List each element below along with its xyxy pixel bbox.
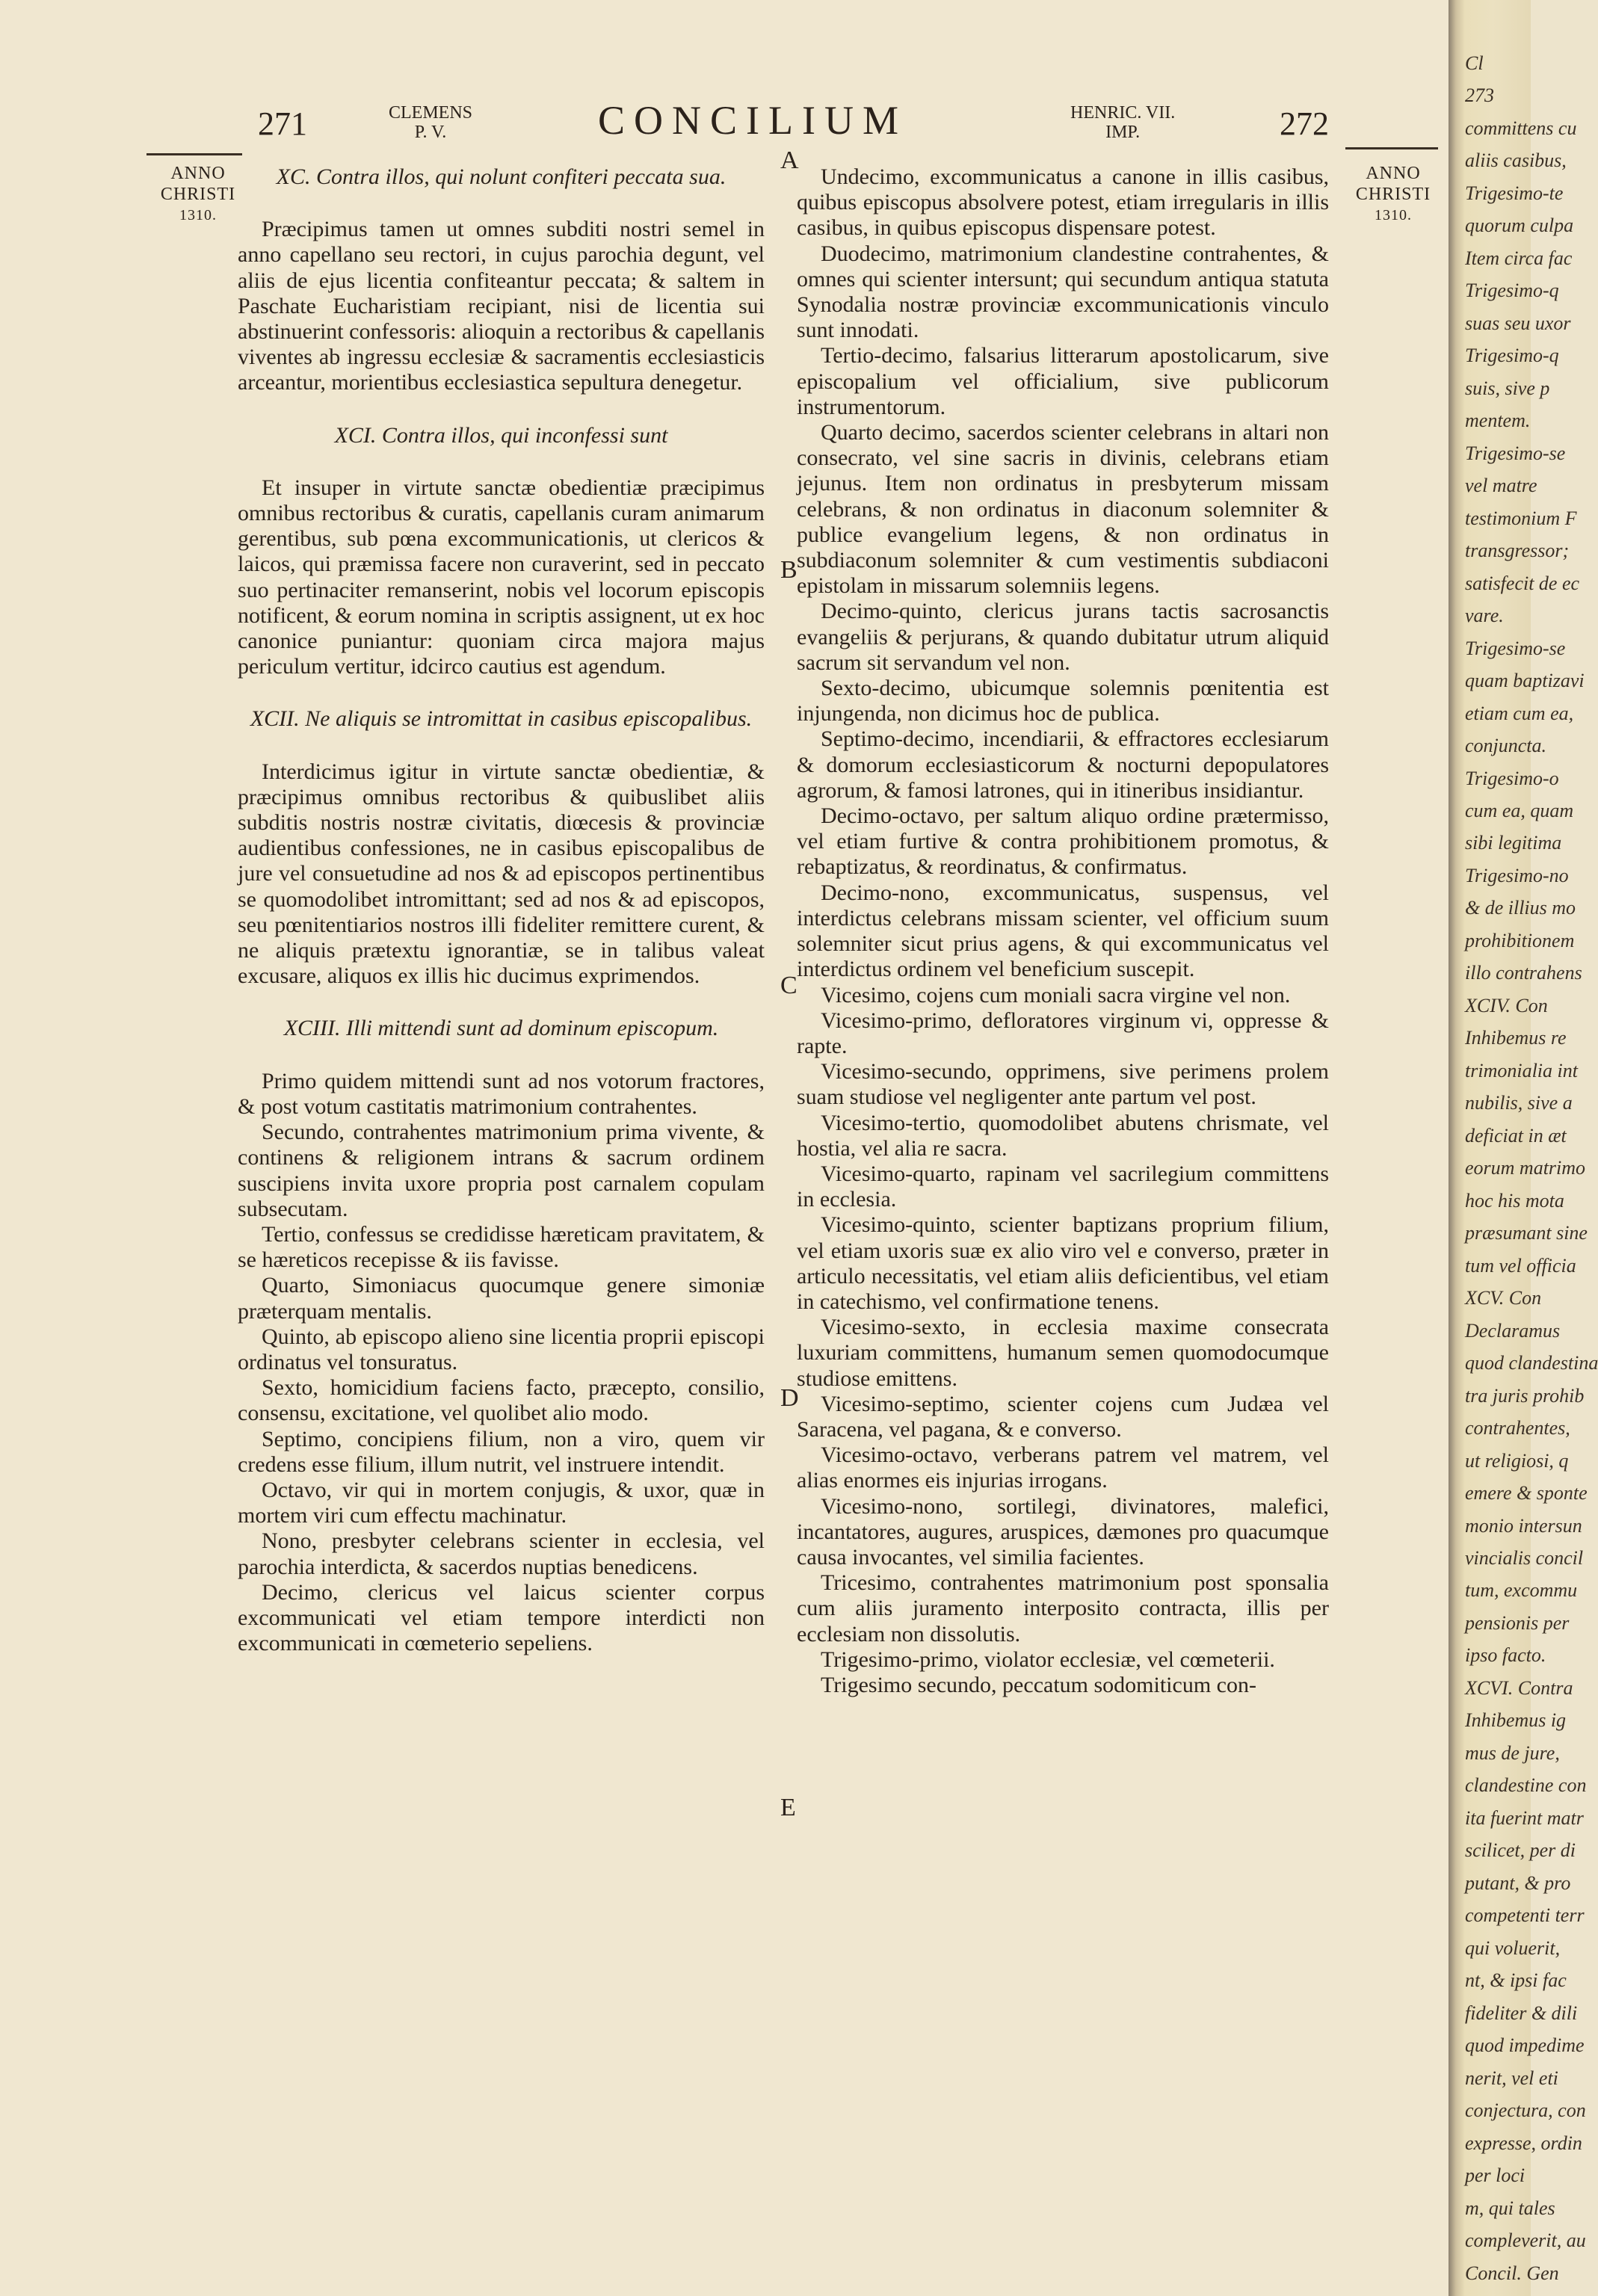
next-page-text-fragment: eorum matrimo <box>1465 1157 1586 1179</box>
next-page-text-fragment: emere & sponte <box>1465 1482 1588 1505</box>
paragraph: Tricesimo, contrahentes matrimonium post sponsalia cum aliis juramento interposito contracta, illis per ecclesiam non dissolutis. <box>797 1570 1329 1647</box>
next-page-text-fragment: ut religiosi, q <box>1465 1449 1569 1472</box>
margin-rule-left <box>146 153 242 155</box>
section-letter-b: B <box>780 556 798 584</box>
next-page-text-fragment: deficiat in æt <box>1465 1124 1567 1147</box>
next-page-text-fragment: prohibitionem <box>1465 929 1575 951</box>
paragraph: Duodecimo, matrimonium clandestine contrahentes, & omnes qui scienter intersunt; qui secundum antiqua statuta Synodalia nostræ provinciæ excommunicationis vinculo sunt innodati. <box>797 241 1329 343</box>
next-page-text-fragment: conjectura, con <box>1465 2099 1586 2122</box>
running-head-right <box>1070 103 1175 142</box>
next-page-text-fragment: putant, & pro <box>1465 1871 1571 1894</box>
paragraph: Sexto-decimo, ubicumque solemnis pœnitentia est injungenda, non dicimus hoc de publica. <box>797 676 1329 726</box>
year-margin-note-left <box>149 163 247 226</box>
next-page-text-fragment: aliis casibus, <box>1465 149 1567 172</box>
next-page-text-fragment: satisfecit de ec <box>1465 572 1580 594</box>
next-page-text-fragment: vare. <box>1465 605 1504 627</box>
next-page-text-fragment: expresse, ordin <box>1465 2132 1582 2154</box>
paragraph: Interdicimus igitur in virtute sanctæ obedientiæ, & præcipimus omnibus rectoribus & quibuslibet aliis subditis nostris nostræ civitatis, diœcesis & provinciæ audientibus confessiones, ne in casibus episcopalibus de jure vel consuetudine ad nos & ad episcopos pertinentibus se quomodolibet intromittant; sed ad nos & ad episcopos, seu pœnitentiarios nostros illi fideliter remittere curent, & ne aliquis prætextu ignorantiæ, se in talibus valeat excusare, aliquos ex illis hic ducimus exprimendos. <box>238 759 765 989</box>
next-page-text-fragment: pensionis per <box>1465 1611 1570 1634</box>
next-page-text-fragment: trimonialia int <box>1465 1059 1578 1081</box>
next-page-text-fragment: etiam cum ea, <box>1465 702 1574 724</box>
next-page-text-fragment: XCVI. Contra <box>1465 1676 1573 1699</box>
section-letter-d: D <box>780 1384 799 1412</box>
next-page-text-fragment: Trigesimo-q <box>1465 345 1559 367</box>
paragraph: Vicesimo-secundo, opprimens, sive perimens prolem suam studiose vel negligenter ante partum vel post. <box>797 1059 1329 1110</box>
paragraph: Præcipimus tamen ut omnes subditi nostri semel in anno capellano seu rectori, in cujus parochia degunt, vel aliis de ejus licentia confiteantur peccata; & saltem in Paschate Eucharistiam recipiant, nisi de licentia sui abstinuerint confessoris: alioquin a rectoribus & capellanis viventes ab ingressu ecclesiæ & sacramentis ecclesiasticis arceantur, morientibus ecclesiastica sepultura denegetur. <box>238 217 765 395</box>
next-page-text-fragment: testimonium F <box>1465 507 1577 529</box>
next-page-text-fragment: Cl <box>1465 52 1484 74</box>
paragraph: Undecimo, excommunicatus a canone in illis casibus, quibus episcopus absolvere potest, etiam irregularis in illis casibus, in quibus episcopus dispensare potest. <box>797 164 1329 241</box>
section-letter-a: A <box>780 146 799 174</box>
margin-rule-right <box>1345 147 1438 149</box>
margin-note-line: ANNO <box>170 164 226 183</box>
next-page-text-fragment: fideliter & dili <box>1465 2002 1578 2024</box>
next-page-text-fragment: Declaramus <box>1465 1319 1561 1342</box>
paragraph: Decimo-nono, excommunicatus, suspensus, vel interdictus celebrans missam scienter, vel officium suum solemniter sicut prius agens, & qui excommunicatus vel interdictus ordinem vel beneficium suscepit. <box>797 880 1329 982</box>
running-head-left <box>389 103 472 142</box>
next-page-text-fragment: nt, & ipsi fac <box>1465 1969 1567 1992</box>
paragraph: Septimo, concipiens filium, non a viro, quem vir credens esse filium, illum nutrit, vel instruere intendit. <box>238 1426 765 1477</box>
next-page-text-fragment: Trigesimo-se <box>1465 442 1566 464</box>
next-page-text-fragment: suas seu uxor <box>1465 312 1571 334</box>
paragraph: Vicesimo-quarto, rapinam vel sacrilegium committens in ecclesia. <box>797 1161 1329 1212</box>
next-page-text-fragment: Trigesimo-no <box>1465 864 1569 886</box>
paragraph: Vicesimo, cojens cum moniali sacra virgine vel non. <box>821 982 1291 1007</box>
paragraph: Trigesimo-primo, violator ecclesiæ, vel cœmeterii. <box>821 1647 1275 1672</box>
next-page-text-fragment: Inhibemus re <box>1465 1027 1567 1049</box>
paragraph: Tertio-decimo, falsarius litterarum apostolicarum, sive episcopalium vel officialium, sive publicorum instrumentorum. <box>797 343 1329 419</box>
next-page-text-fragment: per loci <box>1465 2164 1525 2187</box>
next-page-text-fragment: monio intersun <box>1465 1514 1582 1537</box>
next-page-text-fragment: quod clandestina <box>1465 1352 1598 1374</box>
page-number-right: 272 <box>1280 105 1329 142</box>
running-head-right-line: HENRIC. VII. <box>1070 103 1176 123</box>
next-page-text-fragment: XCIV. Con <box>1465 994 1548 1016</box>
margin-note-line: 1310. <box>179 207 217 223</box>
paragraph: Quarto, Simoniacus quocumque genere simoniæ præterquam mentalis. <box>238 1273 765 1324</box>
paragraph: Decimo, clericus vel laicus scienter corpus excommunicati vel etiam tempore interdicti non excommunicati in cœmeterio sepeliens. <box>238 1579 765 1656</box>
paragraph: Nono, presbyter celebrans scienter in ecclesia, vel parochia interdicta, & sacerdos nuptias benedicens. <box>238 1528 765 1579</box>
running-head-right-line: IMP. <box>1105 123 1141 142</box>
paragraph: Vicesimo-nono, sortilegi, divinatores, malefici, incantatores, augures, aruspices, dæmones pro quacumque causa invocantes, vel similia facientes. <box>797 1493 1329 1570</box>
next-page-text-fragment: cum ea, quam <box>1465 800 1574 821</box>
next-page-text-fragment: nerit, vel eti <box>1465 2067 1558 2089</box>
next-page-text-fragment: mus de jure, <box>1465 1741 1560 1764</box>
next-page-text-fragment: m, qui tales <box>1465 2197 1555 2219</box>
paragraph: Decimo-quinto, clericus jurans tactis sacrosanctis evangeliis & perjurans, & quando dubitatur utrum aliquid sacrum sit servandum vel non. <box>797 599 1329 675</box>
next-page-text-fragment: Concil. Gen <box>1465 2262 1559 2284</box>
right-text-column <box>797 164 1329 1698</box>
next-page-text-fragment: tra juris prohib <box>1465 1384 1585 1407</box>
next-page-text-fragment: Trigesimo-q <box>1465 280 1559 302</box>
next-page-text-fragment: Trigesimo-o <box>1465 767 1559 789</box>
paragraph: Trigesimo secundo, peccatum sodomiticum con- <box>821 1672 1256 1697</box>
section-letter-e: E <box>780 1794 796 1821</box>
paragraph: Vicesimo-octavo, verberans patrem vel matrem, vel alias enormes eis injurias irrogans. <box>797 1442 1329 1493</box>
running-title: CONCILIUM <box>598 98 907 143</box>
paragraph: Primo quidem mittendi sunt ad nos votorum fractores, & post votum castitatis matrimonium contrahentes. <box>238 1068 765 1119</box>
paragraph: Vicesimo-septimo, scienter cojens cum Judæa vel Saracena, vel pagana, & e converso. <box>797 1391 1329 1442</box>
chapter-heading-xci: XCI. Contra illos, qui inconfessi sunt <box>334 422 668 448</box>
section-letter-c: C <box>780 972 798 999</box>
running-head-left-line: CLEMENS <box>389 103 473 123</box>
paragraph: Vicesimo-tertio, quomodolibet abutens chrismate, vel hostia, vel alia re sacra. <box>797 1110 1329 1161</box>
running-head-left-line: P. V. <box>414 123 447 142</box>
next-page-text-fragment: & de illius mo <box>1465 897 1576 919</box>
paragraph: Septimo-decimo, incendiarii, & effractores ecclesiarum & domorum ecclesiasticorum & nocturni depopulatores agrorum, & famosi latrones, qui in itineribus insidiantur. <box>797 726 1329 803</box>
next-page-text-fragment: quam baptizavi <box>1465 670 1585 692</box>
paragraph: Secundo, contrahentes matrimonium prima vivente, & continens & religionem intrans & sacrum ordinem suscipiens invita uxore propria post carnalem copulam subsecutam. <box>238 1120 765 1221</box>
next-page-text-fragment: XCV. Con <box>1465 1287 1542 1309</box>
paragraph: Vicesimo-primo, defloratores virginum vi, oppresse & rapte. <box>797 1007 1329 1058</box>
paragraph: Sexto, homicidium faciens facto, præcepto, consilio, consensu, excitatione, vel quolibet alio modo. <box>238 1375 765 1426</box>
next-page-text-fragment: ita fuerint matr <box>1465 1806 1584 1829</box>
next-page-text-fragment: 273 <box>1465 84 1494 107</box>
next-page-text-fragment: hoc his mota <box>1465 1189 1564 1212</box>
next-page-text-fragment: tum vel officia <box>1465 1254 1576 1277</box>
paragraph: Quinto, ab episcopo alieno sine licentia proprii episcopi ordinatus vel tonsuratus. <box>238 1324 765 1374</box>
next-page-text-fragment: contrahentes, <box>1465 1417 1570 1439</box>
next-page-edge <box>1449 0 1598 2296</box>
chapter-heading-xcii: XCII. Ne aliquis se intromittat in casibus episcopalibus. <box>250 706 753 732</box>
next-page-text-fragment: mentem. <box>1465 410 1531 432</box>
next-page-text-fragment: Item circa fac <box>1465 247 1573 269</box>
next-page-text-fragment: suis, sive p <box>1465 377 1550 399</box>
paragraph: Et insuper in virtute sanctæ obedientiæ præcipimus omnibus rectoribus & curatis, capellanis curam animarum gerentibus, sub pœna excommunicationis, ut clericos & laicos, qui præmissa facere non curaverint, sed in peccato suo pertinaciter remanserint, nobis vel locorum episcopis notificent, & eorum nomina in scriptis assignent, ut ex hoc canonice puniantur: quoniam circa majora majus periculum vertitur, idcirco cautius est agendum. <box>238 475 765 679</box>
next-page-text-fragment: Trigesimo-te <box>1465 182 1564 204</box>
next-page-text-fragment: competenti terr <box>1465 1904 1585 1927</box>
next-page-text-fragment: sibi legitima <box>1465 832 1562 854</box>
margin-note-line: ANNO <box>1366 164 1421 183</box>
chapter-heading-xc: XC. Contra illos, qui nolunt confiteri peccata sua. <box>276 164 726 189</box>
next-page-text-fragment: Inhibemus ig <box>1465 1709 1567 1732</box>
next-page-text-fragment: vincialis concil <box>1465 1547 1584 1569</box>
paragraph: Quarto decimo, sacerdos scienter celebrans in altari non consecrato, vel sine sacris in divinis, celebrans etiam jejunus. Item non ordinatus in presbyterum missam celebrans, & non ordinatus in diaconum solemniter & publice evangelium legens, & non ordinatus in subdiaconum solemniter & cum vestimentis subdiaconi epistolam in missarum solemniis legens. <box>797 420 1329 599</box>
margin-note-line: CHRISTI <box>1355 185 1431 204</box>
next-page-text-fragment: Trigesimo-se <box>1465 637 1566 659</box>
chapter-heading-xciii: XCIII. Illi mittendi sunt ad dominum episcopum. <box>283 1016 719 1041</box>
next-page-text-fragment: ipso facto. <box>1465 1644 1546 1667</box>
next-page-text-fragment: quorum culpa <box>1465 215 1574 237</box>
next-page-text-fragment: tum, excommu <box>1465 1579 1578 1602</box>
next-page-text-fragment: vel matre <box>1465 475 1537 497</box>
margin-note-line: 1310. <box>1375 207 1412 223</box>
next-page-text-fragment: scilicet, per di <box>1465 1839 1576 1862</box>
year-margin-note-right <box>1341 163 1446 226</box>
paragraph: Octavo, vir qui in mortem conjugis, & uxor, quæ in mortem viri cum effectu machinatur. <box>238 1477 765 1528</box>
next-page-text-fragment: clandestine con <box>1465 1774 1587 1797</box>
next-page-text-fragment: compleverit, au <box>1465 2229 1586 2252</box>
next-page-text-fragment: præsumant sine <box>1465 1222 1588 1244</box>
next-page-text-fragment: committens cu <box>1465 117 1577 139</box>
next-page-text-fragment: qui voluerit, <box>1465 1937 1561 1959</box>
next-page-text-fragment: illo contrahens <box>1465 962 1582 984</box>
left-text-column <box>238 164 765 1656</box>
next-page-text-fragment: quod impedime <box>1465 2034 1585 2057</box>
margin-note-line: CHRISTI <box>160 185 236 204</box>
next-page-text-fragment: nubilis, sive a <box>1465 1092 1573 1114</box>
page-number-left: 271 <box>258 105 307 142</box>
paragraph: Tertio, confessus se credidisse hæreticam pravitatem, & se hæreticos recepisse & iis favisse. <box>238 1221 765 1273</box>
next-page-text-fragment: transgressor; <box>1465 540 1570 562</box>
paragraph: Vicesimo-sexto, in ecclesia maxime consecrata luxuriam committens, humanum semen quomodocumque studiose emittens. <box>797 1315 1329 1391</box>
paragraph: Vicesimo-quinto, scienter baptizans proprium filium, vel etiam uxoris suæ ex alio viro vel e converso, præter in articulo necessitatis, vel etiam aliis deficientibus, vel etiam in catechismo, vel confirmatione tenens. <box>797 1212 1329 1314</box>
paragraph: Decimo-octavo, per saltum aliquo ordine prætermisso, vel etiam furtive & contra prohibitionem promotus, & rebaptizatus, & reordinatus, & confirmatus. <box>797 803 1329 880</box>
next-page-text-fragment: conjuncta. <box>1465 735 1547 757</box>
